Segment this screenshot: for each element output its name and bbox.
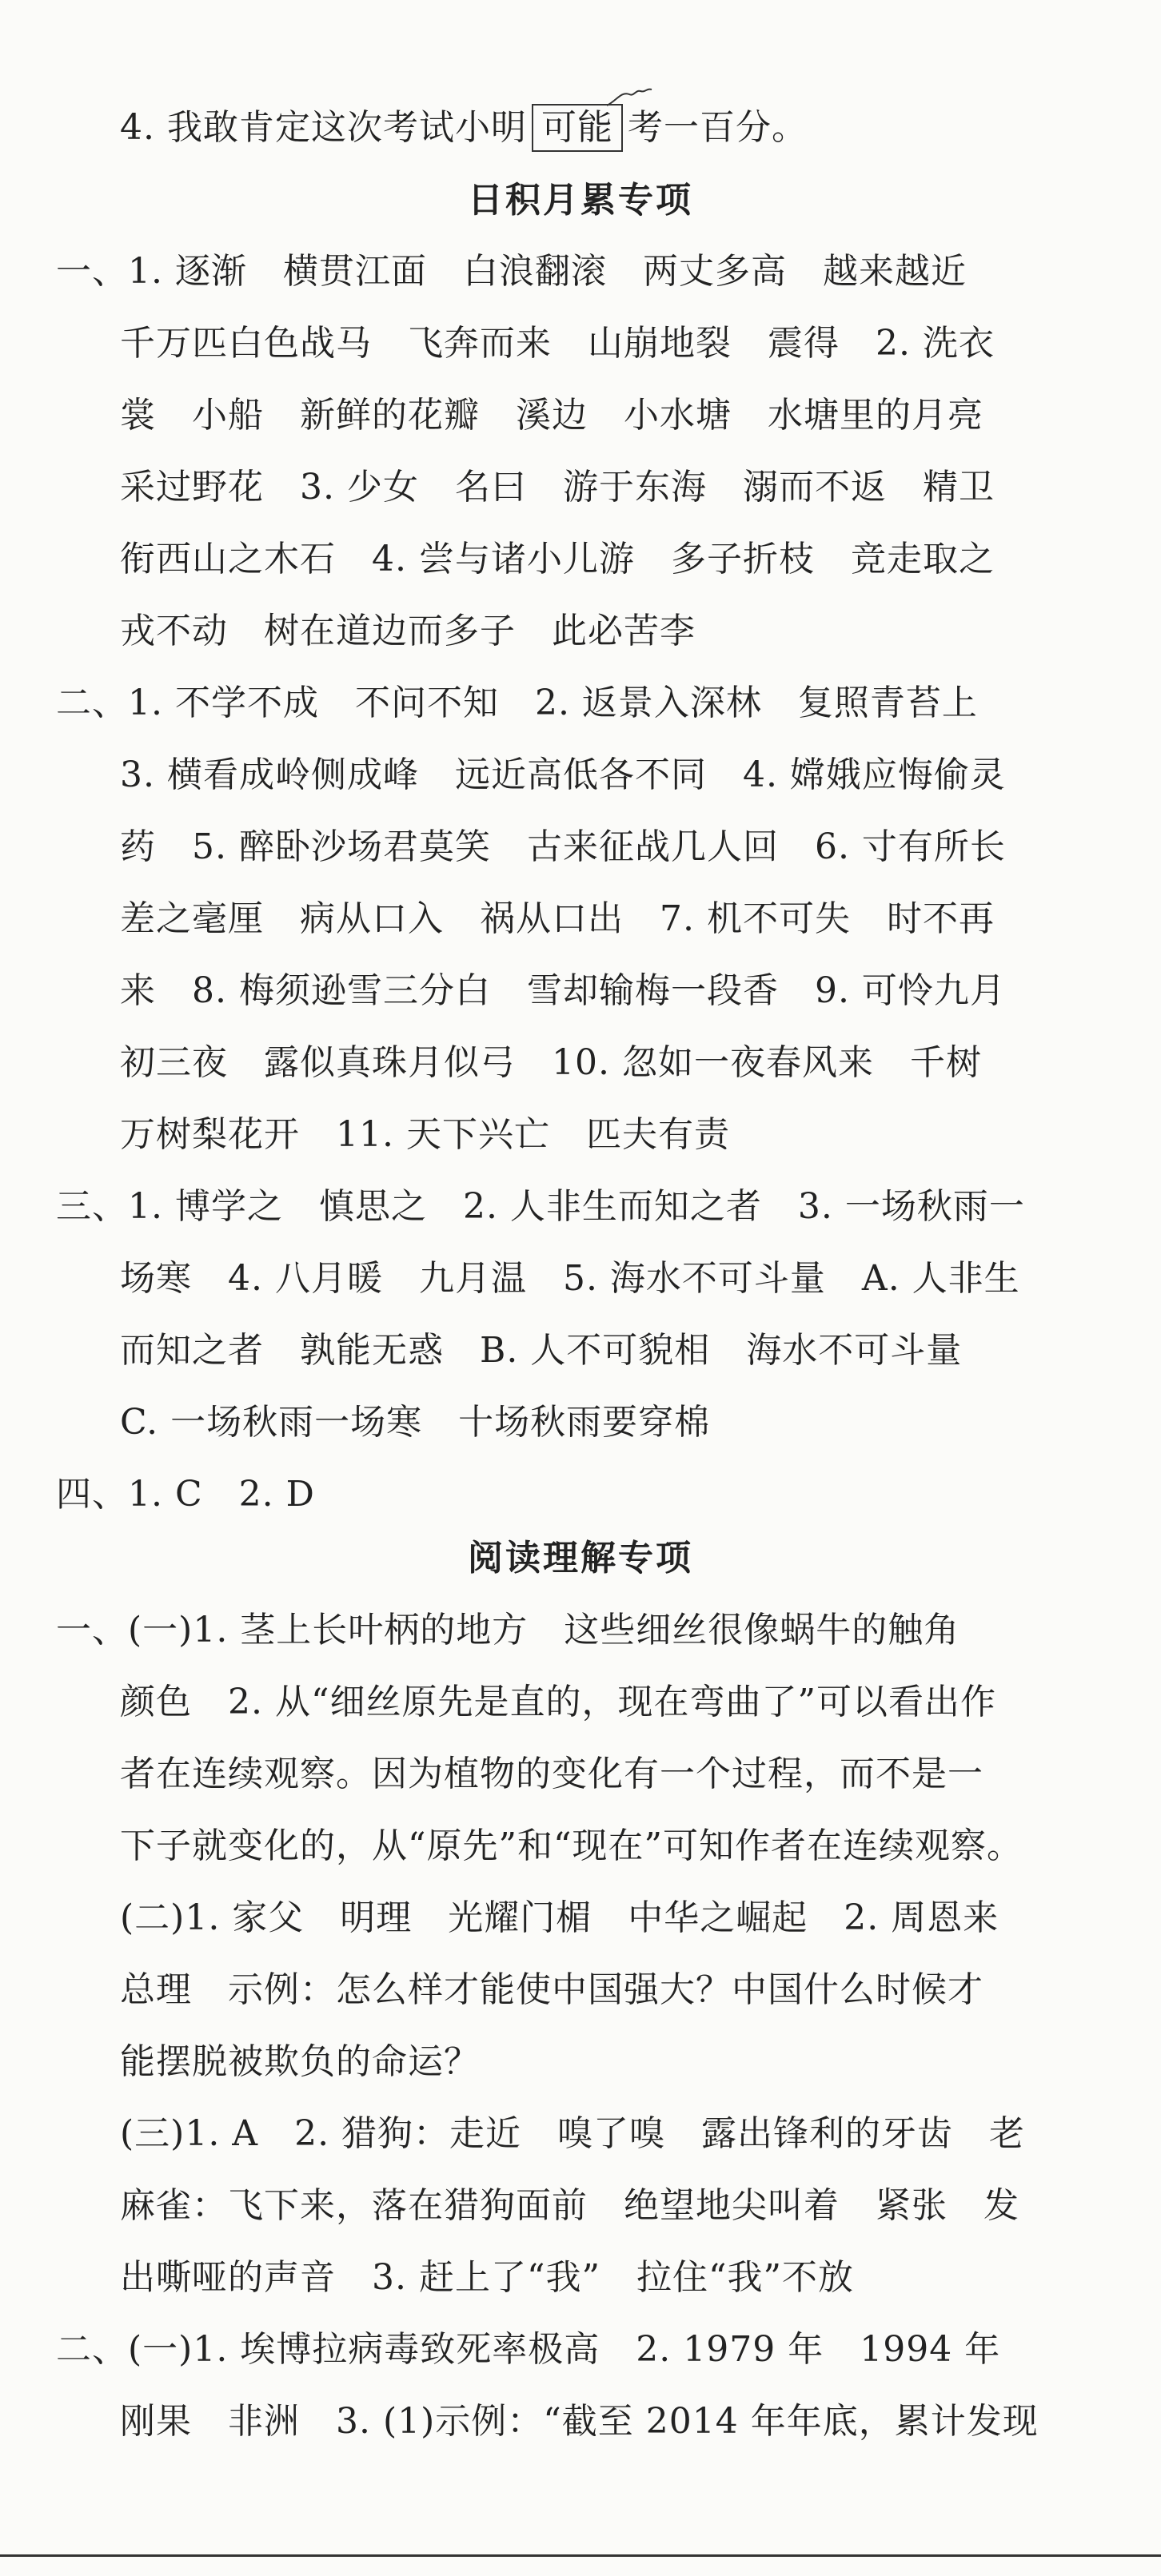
text-line: 初三夜 露似真珠月似弓 10. 忽如一夜春风来 千树 bbox=[120, 1042, 982, 1083]
intro-line bbox=[0, 92, 1161, 164]
text-line: 药 5. 醉卧沙场君莫笑 古来征战几人回 6. 寸有所长 bbox=[120, 826, 1006, 867]
intro-text-before: 4. 我敢肯定这次考试小明 bbox=[120, 107, 527, 148]
heading-reading: 阅读理解专项 bbox=[468, 1538, 693, 1579]
text-line: (二)1. 家父 明理 光耀门楣 中华之崛起 2. 周恩来 bbox=[120, 1897, 999, 1938]
text-line: 总理 示例：怎么样才能使中国强大？中国什么时候才 bbox=[120, 1969, 983, 2010]
text-line: 三、1. 博学之 慎思之 2. 人非生而知之者 3. 一场秋雨一 bbox=[56, 1186, 1025, 1227]
text-line: 二、(一)1. 埃博拉病毒致死率极高 2. 1979 年 1994 年 bbox=[56, 2329, 1001, 2370]
heading-accumulation: 日积月累专项 bbox=[468, 180, 693, 221]
text-line: 颜色 2. 从“细丝原先是直的，现在弯曲了”可以看出作 bbox=[120, 1682, 996, 1722]
text-line: 麻雀：飞下来，落在猎狗面前 绝望地尖叫着 紧张 发 bbox=[120, 2185, 1019, 2226]
boxed-answer-text: 可能 bbox=[541, 107, 613, 148]
text-line: 出嘶哑的声音 3. 赶上了“我” 拉住“我”不放 bbox=[120, 2257, 854, 2298]
text-line: 场寒 4. 八月暖 九月温 5. 海水不可斗量 A. 人非生 bbox=[120, 1258, 1020, 1299]
text-line: 者在连续观察。因为植物的变化有一个过程，而不是一 bbox=[120, 1754, 983, 1794]
text-line: 下子就变化的，从“原先”和“现在”可知作者在连续观察。 bbox=[120, 1825, 1023, 1866]
text-line: (三)1. A 2. 猎狗：走近 嗅了嗅 露出锋利的牙齿 老 bbox=[120, 2113, 1026, 2154]
text-line: 一、1. 逐渐 横贯江面 白浪翻滚 两丈多高 越来越近 bbox=[56, 251, 967, 292]
text-line: 衔西山之木石 4. 尝与诸小儿游 多子折枝 竞走取之 bbox=[120, 539, 995, 579]
text-line: 戎不动 树在道边而多子 此必苦李 bbox=[120, 611, 696, 651]
text-line: 能摆脱被欺负的命运？ bbox=[120, 2041, 480, 2082]
text-line: 来 8. 梅须逊雪三分白 雪却输梅一段香 9. 可怜九月 bbox=[120, 970, 1006, 1011]
intro-text-after: 考一百分。 bbox=[627, 107, 808, 148]
text-line: 万树梨花开 11. 天下兴亡 匹夫有责 bbox=[120, 1114, 730, 1155]
text-line: C. 一场秋雨一场寒 十场秋雨要穿棉 bbox=[120, 1402, 711, 1443]
text-line: 四、1. C 2. D bbox=[56, 1474, 315, 1515]
bottom-divider bbox=[0, 2554, 1161, 2557]
text-line: 差之毫厘 病从口入 祸从口出 7. 机不可失 时不再 bbox=[120, 898, 995, 939]
text-line: 刚果 非洲 3. (1)示例：“截至 2014 年年底，累计发现 bbox=[120, 2401, 1039, 2442]
squiggle-mark-icon bbox=[605, 85, 653, 109]
text-line: 3. 横看成岭侧成峰 远近高低各不同 4. 嫦娥应悔偷灵 bbox=[120, 754, 1006, 795]
text-line: 一、(一)1. 茎上长叶柄的地方 这些细丝很像蜗牛的触角 bbox=[56, 1610, 960, 1650]
text-line: 千万匹白色战马 飞奔而来 山崩地裂 震得 2. 洗衣 bbox=[120, 323, 995, 364]
boxed-answer bbox=[532, 104, 623, 152]
text-line: 而知之者 孰能无惑 B. 人不可貌相 海水不可斗量 bbox=[120, 1330, 963, 1371]
text-line: 裳 小船 新鲜的花瓣 溪边 小水塘 水塘里的月亮 bbox=[120, 395, 983, 436]
text-line: 二、1. 不学不成 不问不知 2. 返景入深林 复照青苔上 bbox=[56, 683, 978, 723]
text-line: 采过野花 3. 少女 名曰 游于东海 溺而不返 精卫 bbox=[120, 467, 995, 508]
